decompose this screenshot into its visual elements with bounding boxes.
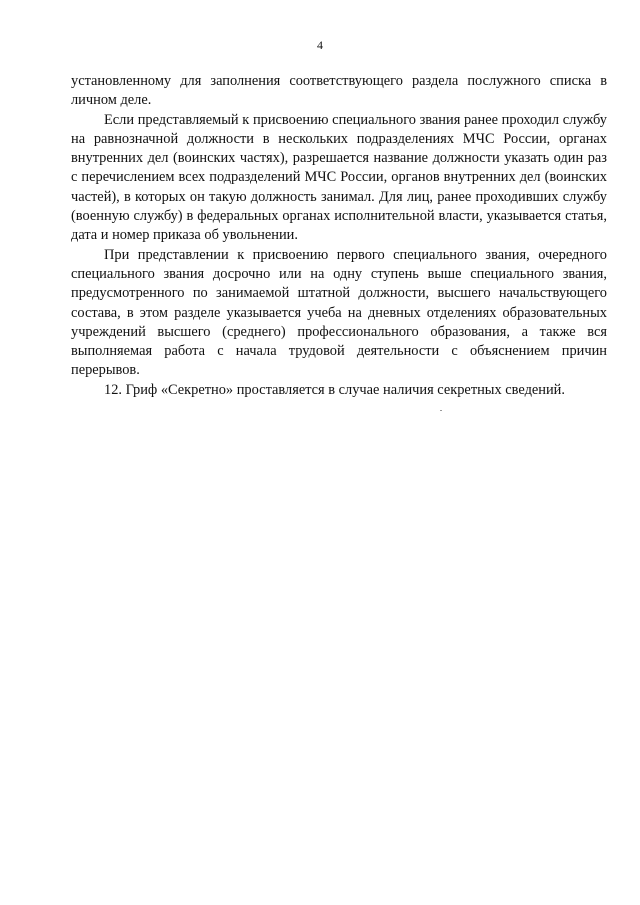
- page-number: 4: [317, 38, 323, 52]
- document-body: [71, 72, 607, 400]
- paragraph-secret-stamp: 12. Гриф «Секретно» проставляется в случае наличия секретных сведений.: [104, 381, 565, 398]
- paragraph-previous-service: Если представляемый к присвоению специального звания ранее проходил службу на равнозначной должности в нескольких подразделениях МЧС России, органах внутренних дел (воинских частях), разрешается название должности указать один раз с перечислением всех подразделений МЧС России, органов внутренних дел (воинских частей), в которых он такую должность занимал. Для лиц, ранее проходивших службу (военную службу) в федеральных органах исполнительной власти, указывается статья, дата и номер приказа об увольнении.: [71, 111, 607, 244]
- scan-speck: [440, 410, 442, 411]
- paragraph-continuation: установленному для заполнения соответствующего раздела послужного списка в личном деле.: [71, 73, 607, 109]
- paragraph-first-rank: При представлении к присвоению первого специального звания, очередного специального звания досрочно или на одну ступень выше специального звания, предусмотренного по занимаемой штатной должности, высшего начальствующего состава, в этом разделе указывается учеба на дневных отделениях образовательных учреждений высшего (среднего) профессионального образования, а также вся выполняемая работа с начала трудовой деятельности с объяснением причин перерывов.: [71, 246, 607, 379]
